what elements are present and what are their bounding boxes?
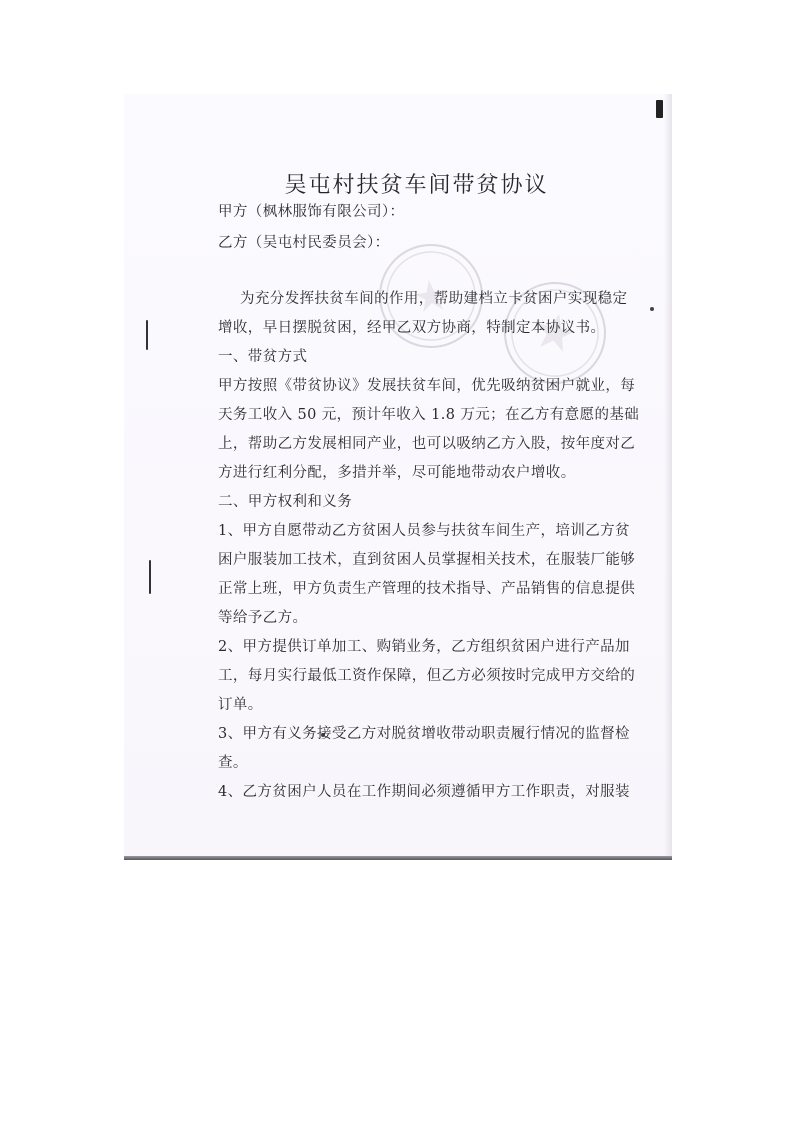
scan-artifact-dot (650, 307, 654, 311)
clause-line: 4、乙方贫困户人员在工作期间必须遵循甲方工作职责，对服装 (218, 784, 630, 800)
clause-line: 困户服装加工技术，直到贫困人员掌握相关技术，在服装厂能够 (218, 552, 636, 568)
section-heading: 一、带贫方式 (218, 349, 308, 365)
clause-line: 1、甲方自愿带动乙方贫困人员参与扶贫车间生产，培训乙方贫 (218, 523, 630, 539)
paragraph-line: 方进行红利分配，多措并举，尽可能地带动农户增收。 (218, 465, 576, 481)
clause-line: 查。 (218, 755, 248, 771)
paragraph-line: 甲方按照《带贫协议》发展扶贫车间，优先吸纳贫困户就业，每 (218, 378, 636, 394)
scan-edge-shadow (664, 94, 672, 860)
scan-artifact-mark (146, 320, 148, 350)
intro-line: 为充分发挥扶贫车间的作用，帮助建档立卡贫困户实现稳定 (240, 291, 628, 307)
clause-line: 订单。 (218, 697, 263, 713)
clause-line: 等给予乙方。 (218, 610, 308, 626)
clause-line: 正常上班，甲方负责生产管理的技术指导、产品销售的信息提供 (218, 581, 636, 597)
paragraph-line: 上，帮助乙方发展相同产业，也可以吸纳乙方入股，按年度对乙 (218, 436, 636, 452)
scan-bottom-edge (124, 856, 672, 860)
clause-line: 3、甲方有义务接受乙方对脱贫增收带动职责履行情况的监督检 (218, 726, 630, 742)
clause-line: 工，每月实行最低工资作保障，但乙方必须按时完成甲方交给的 (218, 668, 636, 684)
party-a-line: 甲方（枫林服饰有限公司）： (218, 204, 405, 220)
clause-line: 2、甲方提供订单加工、购销业务，乙方组织贫困户进行产品加 (218, 639, 630, 655)
intro-line: 增收，早日摆脱贫困，经甲乙双方协商，特制定本协议书。 (218, 320, 606, 336)
party-b-line: 乙方（吴屯村民委员会）： (218, 235, 390, 251)
scan-artifact-mark (656, 100, 663, 118)
document-title: 吴屯村扶贫车间带贫协议 (284, 173, 549, 198)
section-heading: 二、甲方权利和义务 (218, 494, 353, 510)
scan-artifact-mark (149, 560, 151, 594)
paragraph-line: 天务工收入 50 元，预计年收入 1.8 万元；在乙方有意愿的基础 (218, 407, 640, 423)
